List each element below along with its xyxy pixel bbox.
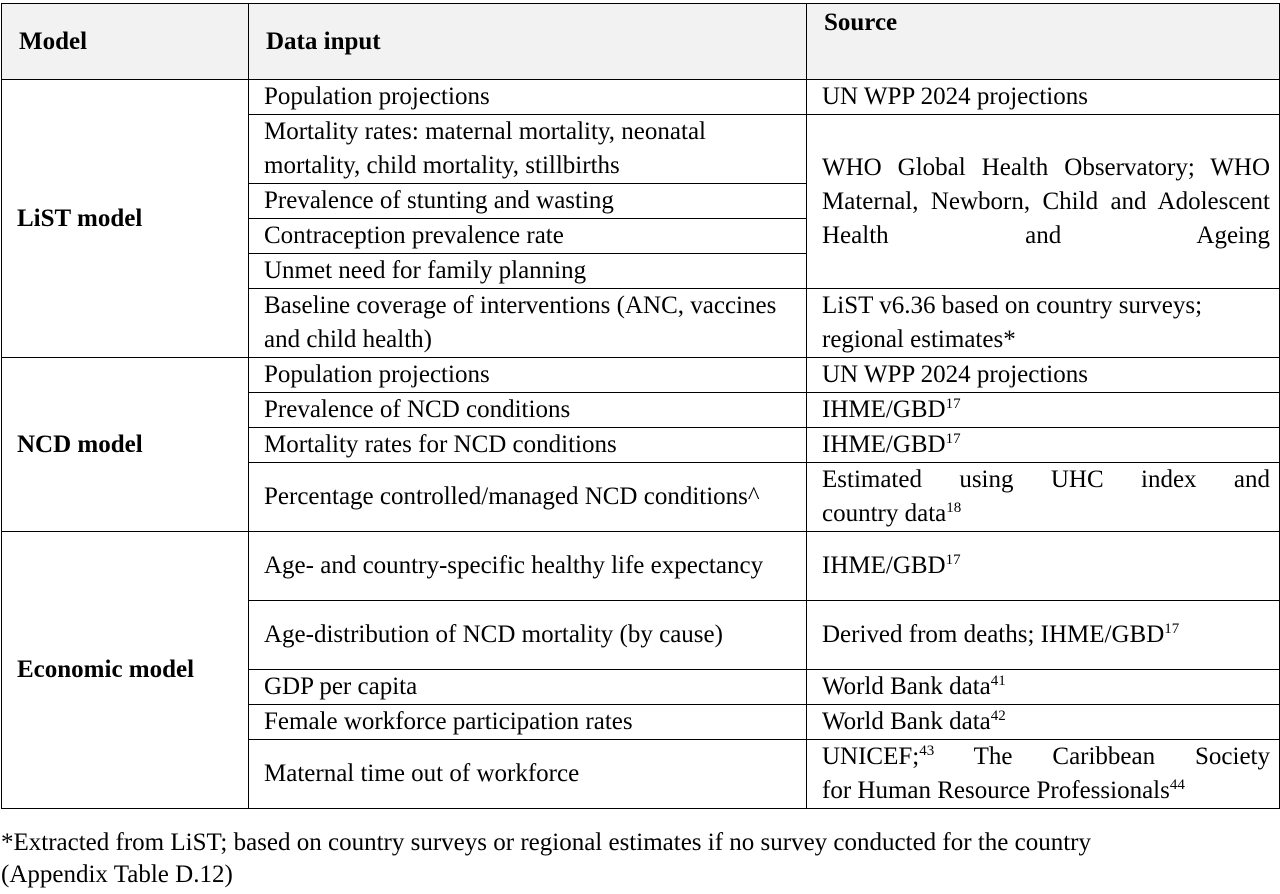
reference-superscript: 17 [945,431,961,447]
source-text: country data [822,500,947,527]
source-text: WHO Global Health Observatory; WHO Maternal, Newborn, Child and Adolescent Health and Ageing [822,153,1270,249]
header-source: Source [807,4,1280,80]
footnote-line-1: *Extracted from LiST; based on country surveys or regional estimates if no survey conducted for the country [1,829,1091,856]
source-cell: UN WPP 2024 projections [807,358,1280,393]
reference-superscript: 44 [1169,777,1185,793]
model-ncd: NCD model [2,358,249,532]
source-text-line-2 [822,774,1270,808]
source-cell: UN WPP 2024 projections [807,80,1280,115]
data-input-cell: Unmet need for family planning [249,254,807,289]
source-text: The Caribbean Society [973,743,1270,770]
data-inputs-table [1,3,1280,809]
source-cell [807,463,1280,532]
source-text: IHME/GBD [822,552,946,579]
data-input-cell: Prevalence of NCD conditions [249,393,807,428]
data-input-cell: Percentage controlled/managed NCD conditions^ [249,463,807,532]
table-row [2,532,1280,601]
reference-superscript: 17 [945,396,961,412]
reference-superscript: 17 [945,552,961,568]
source-text: World Bank data [822,673,991,700]
source-text-line-2 [822,497,1270,531]
data-input-cell: Baseline coverage of interventions (ANC, vaccines and child health) [249,289,807,358]
reference-superscript: 43 [919,743,935,759]
source-text: Estimated using UHC index and [822,466,1270,493]
source-cell [807,670,1280,705]
source-text: IHME/GBD [822,431,946,458]
data-input-cell: Population projections [249,80,807,115]
data-input-cell: Contraception prevalence rate [249,219,807,254]
data-input-cell: Age-distribution of NCD mortality (by cause) [249,601,807,670]
source-cell: LiST v6.36 based on country surveys; regional estimates* [807,289,1280,358]
source-text: for Human Resource Professionals [822,777,1170,804]
data-input-cell: Prevalence of stunting and wasting [249,184,807,219]
footnote-line-2: (Appendix Table D.12) [1,861,233,888]
source-cell [807,601,1280,670]
source-text: World Bank data [822,708,991,735]
header-data-input: Data input [249,4,807,80]
header-row [2,4,1280,80]
source-cell [807,740,1280,809]
source-text: Derived from deaths; IHME/GBD [822,621,1165,648]
reference-superscript: 18 [946,500,962,516]
data-input-cell: Population projections [249,358,807,393]
table-footnote [1,827,1279,891]
model-economic: Economic model [2,532,249,809]
source-cell [807,705,1280,740]
source-text-line-1 [822,740,1270,774]
data-input-cell: Mortality rates: maternal mortality, neonatal mortality, child mortality, stillbirths [249,115,807,184]
data-input-cell: Age- and country-specific healthy life expectancy [249,532,807,601]
source-cell [807,428,1280,463]
data-input-cell: Mortality rates for NCD conditions [249,428,807,463]
source-text: UNICEF; [822,743,920,770]
data-input-cell: Maternal time out of workforce [249,740,807,809]
data-input-cell: GDP per capita [249,670,807,705]
reference-superscript: 42 [990,708,1006,724]
source-cell [807,393,1280,428]
reference-superscript: 17 [1164,621,1180,637]
header-model: Model [2,4,249,80]
source-text: IHME/GBD [822,396,946,423]
data-input-cell: Female workforce participation rates [249,705,807,740]
source-cell [807,115,1280,289]
source-cell [807,532,1280,601]
reference-superscript: 41 [990,673,1006,689]
table-row [2,358,1280,393]
table-row [2,80,1280,115]
model-list: LiST model [2,80,249,358]
